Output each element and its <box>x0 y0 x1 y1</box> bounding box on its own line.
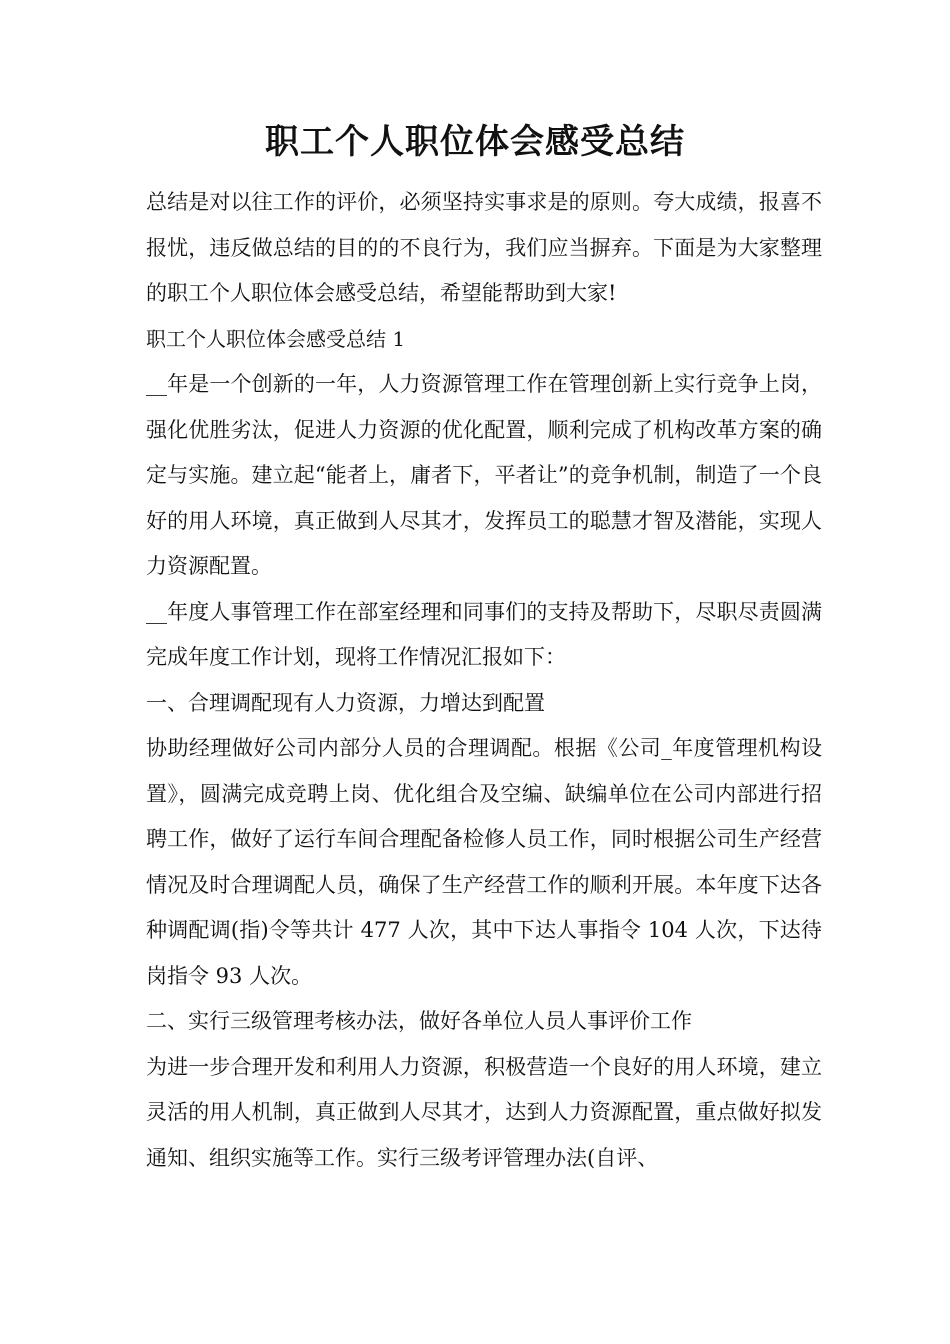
body-paragraph: __年度人事管理工作在部室经理和同事们的支持及帮助下，尽职尽责圆满完成年度工作计划，现将工作情况汇报如下： <box>146 599 822 669</box>
subheading-2: 二、实行三级管理考核办法，做好各单位人员人事评价工作 <box>146 1009 692 1033</box>
body-paragraph: __年是一个创新的一年，人力资源管理工作在管理创新上实行竞争上岗，强化优胜劣汰，促进人力资源的优化配置，顺利完成了机构改革方案的确定与实施。建立起“能者上，庸者下，平者让”的竞争机制，制造了一个良好的用人环境，真正做到人尽其才，发挥员工的聪慧才智及潜能，实现人力资源配置。 <box>146 372 822 578</box>
section-heading-1: 职工个人职位体会感受总结 1 <box>146 326 406 351</box>
body-paragraph: 为进一步合理开发和利用人力资源，积极营造一个良好的用人环境，建立灵活的用人机制，真正做到人尽其才，达到人力资源配置，重点做好拟发通知、组织实施等工作。实行三级考评管理办法(自评、 <box>146 1054 822 1170</box>
subheading-1: 一、合理调配现有人力资源，力增达到配置 <box>146 690 545 715</box>
document-body <box>146 180 822 1181</box>
body-paragraph: 协助经理做好公司内部分人员的合理调配。根据《公司_年度管理机构设置》，圆满完成竞聘上岗、优化组合及空编、缺编单位在公司内部进行招聘工作，做好了运行车间合理配备检修人员工作，同时根据公司生产经营情况及时合理调配人员，确保了生产经营工作的顺利开展。本年度下达各种调配调(指)令等共计 477 人次，其中下达人事指令 104 人次，下达待岗指令 93 人次。 <box>146 736 822 988</box>
document-title: 职工个人职位体会感受总结 <box>265 122 685 162</box>
intro-paragraph: 总结是对以往工作的评价，必须坚持实事求是的原则。夸大成绩，报喜不报忧，违反做总结的目的的不良行为，我们应当摒弃。下面是为大家整理的职工个人职位体会感受总结，希望能帮助到大家! <box>146 190 822 305</box>
